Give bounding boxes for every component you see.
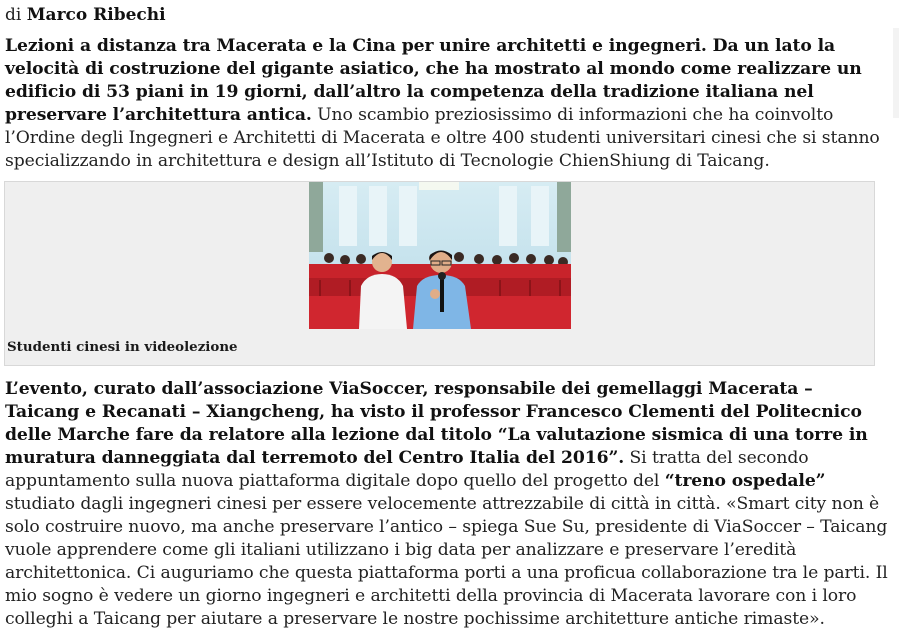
byline-prefix: di <box>5 5 22 25</box>
body-paragraph <box>5 378 889 631</box>
body-text-1: Si tratta del secondo appuntamento sulla nuova piattaforma digitale dopo quello del progetto del <box>5 448 809 491</box>
video-lesson-photo[interactable] <box>309 182 571 329</box>
article <box>5 0 889 631</box>
body-text-2: studiato dagli ingegneri cinesi per essere velocemente attrezzabile di città in città. «Smart city non è solo costruire nuovo, ma anche preservare l’antico – spiega Sue Su, presidente di ViaSoccer – Taicang vuole apprendere come gli italiani utilizzano i big data per analizzare e preservare l’eredità architettonica. Ci auguriamo che questa piattaforma porti a una proficua collaborazione tra le parti. Il mio sogno è vedere un giorno ingegneri e architetti della provincia di Macerata lavorare con i loro colleghi a Taicang per aiutare a preservare le nostre pochissime architetture antiche rimaste». <box>5 494 888 629</box>
author-name[interactable]: Marco Ribechi <box>26 5 166 25</box>
figure <box>4 181 875 366</box>
body-bold-text: L’evento, curato dall’associazione ViaSoccer, responsabile dei gemellaggi Macerata – Taicang e Recanati – Xiangcheng, ha visto il professor Francesco Clementi del Politecnico delle Marche fare da relatore alla lezione dal titolo “La valutazione sismica di una torre in muratura danneggiata dal terremoto del Centro Italia del 2016”. <box>5 379 868 468</box>
lead-paragraph <box>5 35 889 173</box>
lead-bold-text: Lezioni a distanza tra Macerata e la Cina per unire architetti e ingegneri. Da un lato la velocità di costruzione del gigante asiatico, che ha mostrato al mondo come realizzare un edificio di 53 piani in 19 giorni, dall’altro la competenza della tradizione italiana nel preservare l’architettura antica. <box>5 36 862 125</box>
side-strip <box>893 28 899 118</box>
lead-text: Uno scambio preziosissimo di informazioni che ha coinvolto l’Ordine degli Ingegneri e Architetti di Macerata e oltre 400 studenti universitari cinesi che si stanno specializzando in architettura e design all’Istituto di Tecnologie ChienShiung di Taicang. <box>5 105 880 171</box>
body-bold-inline: “treno ospedale” <box>664 471 826 491</box>
byline <box>5 4 889 27</box>
figure-caption: Studenti cinesi in videolezione <box>7 339 238 355</box>
photo-illustration <box>309 182 571 329</box>
